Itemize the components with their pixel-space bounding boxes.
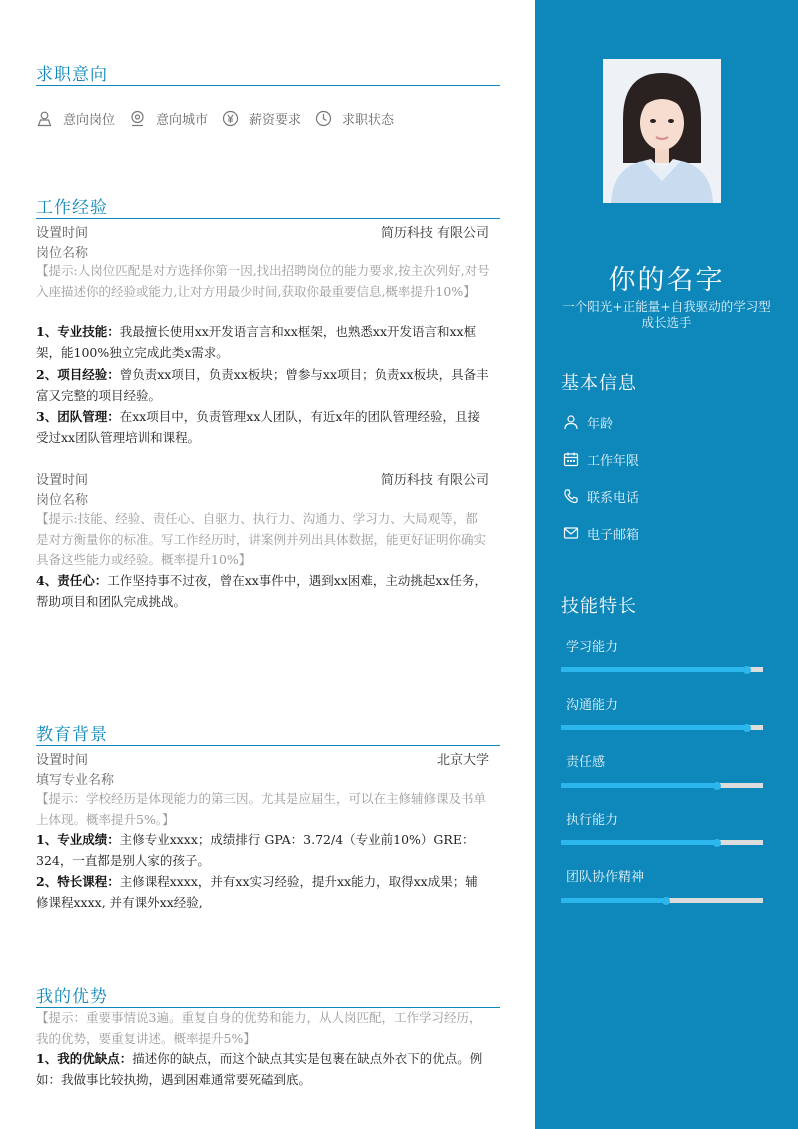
intent-item-status (315, 109, 394, 128)
skill-label: 团队协作精神 (566, 870, 645, 885)
intent-label: 求职状态 (342, 113, 395, 128)
section-divider (36, 218, 500, 219)
point-text: 主修专业xxxx；成绩排行 GPA：3.72/4（专业前10%）GRE：324，一直都是别人家的孩子。 (36, 832, 475, 868)
work-position: 岗位名称 (36, 493, 89, 508)
skill-bar (561, 898, 763, 903)
work-point (36, 365, 490, 406)
basic-item-label: 电子邮箱 (587, 527, 640, 543)
skill-label: 沟通能力 (566, 698, 619, 713)
skill-knob (662, 897, 670, 905)
intent-label: 意向岗位 (63, 113, 116, 128)
section-title-work: 工作经验 (36, 198, 108, 218)
skill-bar (561, 783, 763, 788)
skill-bar (561, 840, 763, 845)
work-entry-header (36, 469, 489, 488)
skill-fill (561, 783, 717, 788)
basic-item-email (563, 523, 639, 543)
intent-item-city (129, 109, 208, 128)
point-head: 2、项目经验： (36, 367, 120, 382)
mail-icon (563, 525, 579, 541)
avatar (603, 59, 721, 203)
skill-knob (743, 666, 751, 674)
point-text: 曾负责xx项目，负责xx板块；曾参与xx项目；负责xx板块，具备丰富又完整的项目经验。 (36, 367, 489, 403)
skill-fill (561, 840, 717, 845)
edu-point (36, 872, 490, 913)
point-head: 1、我的优缺点： (36, 1051, 133, 1066)
basic-item-label: 联系电话 (587, 490, 640, 506)
advantage-tip: 【提示：重要事情说3遍。重复自身的优势和能力，从人岗匹配，工作学习经历，我的优势，要重复讲述。概率提升5%】 (36, 1010, 482, 1046)
skill-knob (743, 724, 751, 732)
work-time: 设置时间 (36, 473, 89, 488)
point-text: 描述你的缺点，而这个缺点其实是包裹在缺点外衣下的优点。例如：我做事比较执拗，遇到困难通常要死磕到底。 (36, 1051, 483, 1087)
skill-bar (561, 725, 763, 730)
advantage-point (36, 1049, 490, 1090)
work-company: 简历科技 有限公司 (380, 473, 489, 488)
phone-icon (563, 488, 579, 504)
skill-knob (713, 782, 721, 790)
work-entry-header (36, 222, 489, 241)
work-position: 岗位名称 (36, 246, 89, 261)
basic-item-years (563, 449, 639, 469)
point-text: 工作坚持事不过夜，曾在xx事件中，遇到xx困难，主动挑起xx任务，帮助项目和团队完成挑战。 (36, 573, 488, 609)
section-divider (36, 745, 500, 746)
clock-icon (315, 110, 332, 127)
sidebar (535, 0, 798, 1129)
yen-icon (222, 110, 239, 127)
skill-label: 责任感 (566, 755, 606, 770)
work-point (36, 571, 490, 612)
work-tip: 【提示:技能、经验、责任心、自驱力、执行力、沟通力、学习力、大局观等，都是对方衡量你的标准。写工作经历时，讲案例并列出具体数据，能更好证明你确实具备这些能力或经验。概率提升10%】 (36, 511, 487, 567)
basic-item-label: 年龄 (587, 416, 614, 432)
basic-item-phone (563, 486, 639, 506)
skill-knob (713, 839, 721, 847)
basic-item-age (563, 412, 613, 432)
skill-fill (561, 898, 666, 903)
edu-tip: 【提示：学校经历是体现能力的第三因。尤其是应届生，可以在主修辅修课及书单上体现。概率提升5%。】 (36, 791, 487, 827)
slogan: 一个阳光+正能量+自我驱动的学习型成长选手 (562, 299, 771, 330)
intent-item-salary (222, 109, 301, 128)
point-head: 4、责任心： (36, 573, 108, 588)
point-text: 我最擅长使用xx开发语言言和xx框架，也熟悉xx开发语言和xx框架，能100%独立完成此类x需求。 (36, 324, 477, 360)
work-company: 简历科技 有限公司 (380, 226, 489, 241)
intent-row (36, 109, 408, 128)
skill-label: 学习能力 (566, 640, 619, 655)
basic-item-label: 工作年限 (587, 453, 640, 469)
skill-fill (561, 725, 747, 730)
intent-label: 薪资要求 (249, 113, 302, 128)
section-title-education: 教育背景 (36, 725, 108, 745)
user-icon (36, 110, 53, 127)
point-text: 主修课程xxxx，并有xx实习经验，提升xx能力，取得xx成果；辅修课程xxxx, 并有课外xx经验, (36, 874, 478, 910)
work-time: 设置时间 (36, 226, 89, 241)
edu-major: 填写专业名称 (36, 773, 115, 788)
edu-point (36, 830, 490, 871)
work-tip: 【提示:人岗位匹配是对方选择你第一因,找出招聘岗位的能力要求,按主次列好,对号入座描述你的经验或能力,让对方用最少时间,获取你最重要信息,概率提升10%】 (36, 263, 490, 299)
section-divider (36, 85, 500, 86)
point-text: 在xx项目中，负责管理xx人团队，有近x年的团队管理经验，且接受过xx团队管理培训和课程。 (36, 409, 480, 445)
intent-label: 意向城市 (156, 113, 209, 128)
person-name: 你的名字 (608, 265, 725, 296)
edu-time: 设置时间 (36, 753, 89, 768)
intent-item-position (36, 109, 115, 128)
work-point (36, 322, 490, 363)
point-head: 1、专业技能： (36, 324, 120, 339)
skill-fill (561, 667, 747, 672)
basic-info-title: 基本信息 (561, 373, 637, 394)
point-head: 3、团队管理： (36, 409, 120, 424)
point-head: 1、专业成绩： (36, 832, 120, 847)
skill-bar (561, 667, 763, 672)
section-title-advantage: 我的优势 (36, 987, 108, 1007)
calendar-icon (563, 451, 579, 467)
point-head: 2、特长课程： (36, 874, 120, 889)
edu-school: 北京大学 (436, 753, 489, 768)
skill-label: 执行能力 (566, 813, 619, 828)
edu-header (36, 749, 489, 768)
work-point (36, 407, 490, 448)
location-icon (129, 110, 146, 127)
skills-title: 技能特长 (561, 596, 637, 617)
section-title-intent: 求职意向 (36, 65, 108, 85)
user-icon (563, 414, 579, 430)
